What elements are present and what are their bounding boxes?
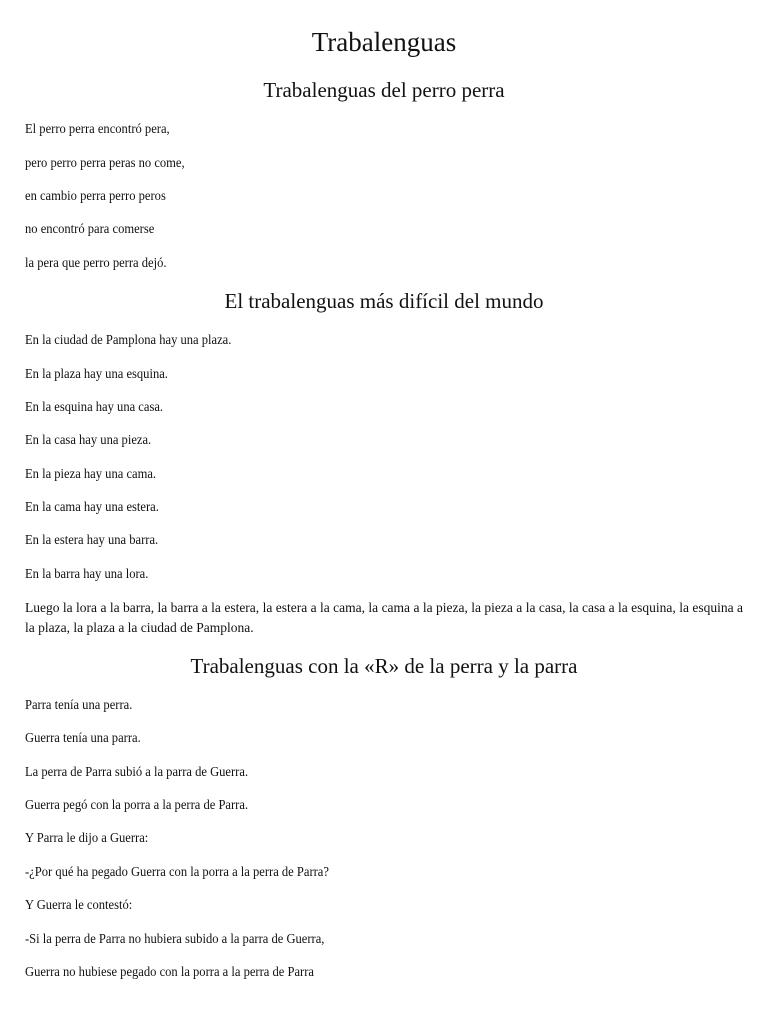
text-line: Y Guerra le contestó:: [25, 897, 133, 912]
text-line: -Si la perra de Parra no hubiera subido a la parra de Guerra,: [25, 931, 325, 946]
section-heading-perro-perra: Trabalenguas del perro perra: [263, 78, 505, 102]
text-line: Parra tenía una perra.: [25, 697, 133, 712]
text-line: El perro perra encontró pera,: [25, 121, 170, 136]
text-line: En la pieza hay una cama.: [25, 466, 157, 481]
text-line: En la ciudad de Pamplona hay una plaza.: [25, 332, 232, 347]
text-line: En la casa hay una pieza.: [25, 432, 152, 447]
text-line: Guerra no hubiese pegado con la porra a la perra de Parra: [25, 964, 314, 979]
text-line: la pera que perro perra dejó.: [25, 255, 167, 270]
text-line: Y Parra le dijo a Guerra:: [25, 830, 149, 845]
text-line: -¿Por qué ha pegado Guerra con la porra a la perra de Parra?: [25, 864, 329, 879]
text-line: En la cama hay una estera.: [25, 499, 159, 514]
text-line: En la esquina hay una casa.: [25, 399, 164, 414]
text-line: Guerra pegó con la porra a la perra de Parra.: [25, 797, 249, 812]
section-heading-mas-dificil: El trabalenguas más difícil del mundo: [224, 289, 544, 313]
section-heading-perra-parra: Trabalenguas con la «R» de la perra y la parra: [190, 654, 578, 678]
text-line: en cambio perra perro peros: [25, 188, 166, 203]
text-line: La perra de Parra subió a la parra de Guerra.: [25, 764, 249, 779]
text-line: Guerra tenía una parra.: [25, 730, 141, 745]
text-line: En la estera hay una barra.: [25, 532, 159, 547]
text-paragraph: Luego la lora a la barra, la barra a la estera, la estera a la cama, la cama a la pieza, la pieza a la casa, la casa a la esquina, la esquina a la plaza, la plaza a la ciudad de Pamplona.: [25, 600, 743, 635]
text-line: En la plaza hay una esquina.: [25, 366, 168, 381]
text-line: no encontró para comerse: [25, 221, 155, 236]
text-line: En la barra hay una lora.: [25, 566, 149, 581]
text-line: pero perro perra peras no come,: [25, 155, 185, 170]
page-title: Trabalenguas: [311, 27, 457, 57]
